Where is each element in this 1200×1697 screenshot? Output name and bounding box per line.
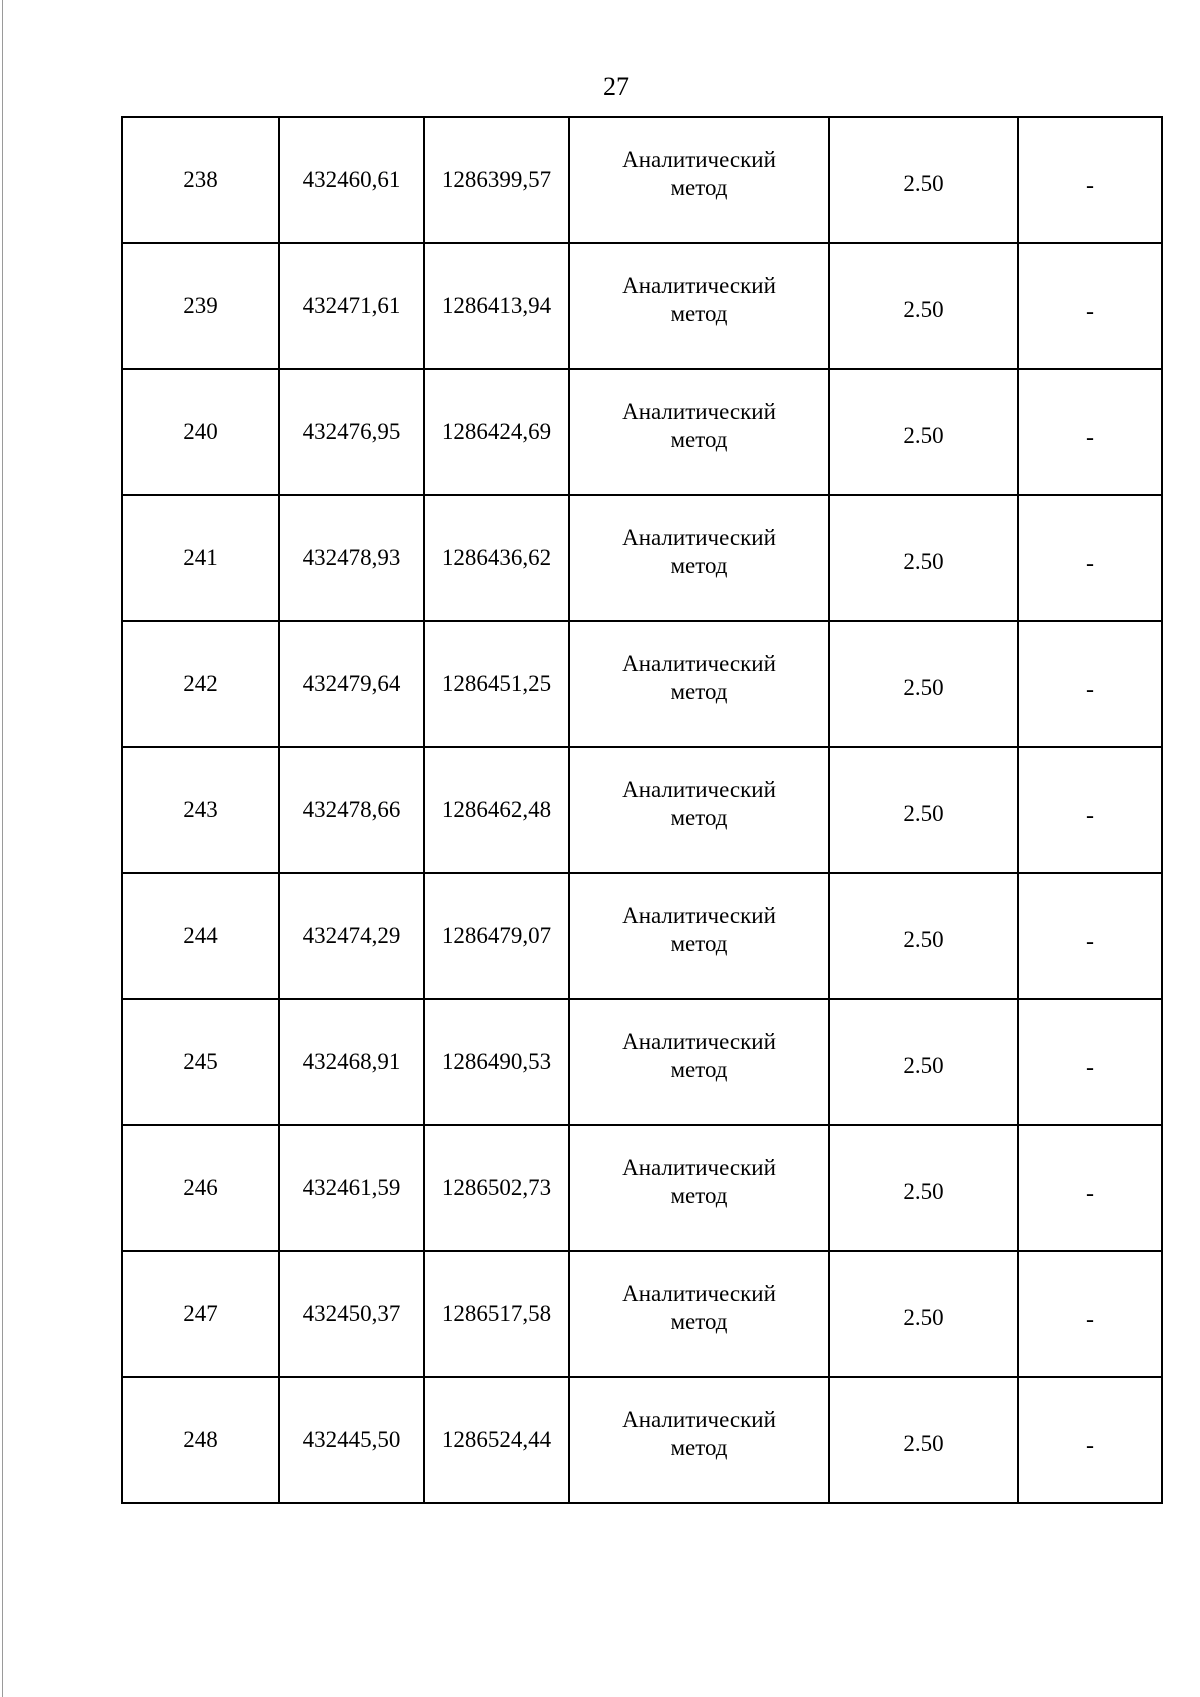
note-text: - [1086, 1054, 1094, 1081]
precision-cell [829, 873, 1018, 999]
method-text: Аналитический метод [622, 1029, 776, 1082]
method-cell [569, 369, 829, 495]
note-text: - [1086, 802, 1094, 829]
method-cell [569, 999, 829, 1125]
table-row [122, 873, 1162, 999]
coordinate-y-cell [424, 999, 569, 1125]
method-text: Аналитический метод [622, 651, 776, 704]
note-cell [1018, 1377, 1162, 1503]
precision-text: 2.50 [903, 1179, 944, 1204]
coordinate-x-cell [279, 999, 424, 1125]
precision-cell [829, 747, 1018, 873]
table-body [122, 117, 1162, 1503]
coordinate-x-text: 432460,61 [302, 167, 401, 192]
method-cell [569, 621, 829, 747]
coordinates-table [121, 116, 1163, 1504]
coordinate-y-text: 1286436,62 [441, 545, 552, 570]
note-text: - [1086, 1432, 1094, 1459]
point-number-text: 244 [183, 923, 218, 948]
method-cell [569, 117, 829, 243]
coordinate-y-cell [424, 621, 569, 747]
note-cell [1018, 999, 1162, 1125]
method-text: Аналитический метод [622, 273, 776, 326]
coordinate-y-cell [424, 873, 569, 999]
coordinate-x-text: 432468,91 [302, 1049, 401, 1074]
coordinate-y-text: 1286399,57 [441, 167, 552, 192]
coordinate-x-cell [279, 369, 424, 495]
table-row [122, 1125, 1162, 1251]
point-number-cell [122, 117, 279, 243]
note-text: - [1086, 1306, 1094, 1333]
method-cell [569, 1377, 829, 1503]
point-number-text: 247 [183, 1301, 218, 1326]
precision-text: 2.50 [903, 1305, 944, 1330]
page-number: 27 [603, 72, 629, 101]
precision-text: 2.50 [903, 927, 944, 952]
coordinate-y-text: 1286490,53 [441, 1049, 552, 1074]
point-number-cell [122, 999, 279, 1125]
coordinate-x-text: 432476,95 [302, 419, 401, 444]
coordinate-x-cell [279, 747, 424, 873]
scan-edge-line [2, 0, 3, 1697]
coordinate-x-cell [279, 1251, 424, 1377]
coordinate-x-cell [279, 1377, 424, 1503]
coordinate-x-text: 432471,61 [302, 293, 401, 318]
precision-cell [829, 1125, 1018, 1251]
coordinate-y-text: 1286451,25 [441, 671, 552, 696]
method-text: Аналитический метод [622, 1407, 776, 1460]
coordinate-y-cell [424, 747, 569, 873]
coordinate-x-text: 432479,64 [302, 671, 401, 696]
method-text: Аналитический метод [622, 777, 776, 830]
point-number-text: 246 [183, 1175, 218, 1200]
coordinate-x-text: 432445,50 [302, 1427, 401, 1452]
note-cell [1018, 1125, 1162, 1251]
table-row [122, 369, 1162, 495]
coordinate-y-text: 1286462,48 [441, 797, 552, 822]
precision-text: 2.50 [903, 675, 944, 700]
note-cell [1018, 621, 1162, 747]
table-row [122, 621, 1162, 747]
point-number-text: 240 [183, 419, 218, 444]
coordinate-x-cell [279, 117, 424, 243]
coordinate-y-text: 1286502,73 [441, 1175, 552, 1200]
coordinate-y-cell [424, 117, 569, 243]
method-text: Аналитический метод [622, 1155, 776, 1208]
method-cell [569, 1251, 829, 1377]
table-row [122, 747, 1162, 873]
point-number-cell [122, 1125, 279, 1251]
point-number-text: 239 [183, 293, 218, 318]
coordinate-x-cell [279, 243, 424, 369]
note-cell [1018, 495, 1162, 621]
coordinate-x-text: 432478,93 [302, 545, 401, 570]
table-row [122, 117, 1162, 243]
point-number-cell [122, 1377, 279, 1503]
coordinate-x-cell [279, 873, 424, 999]
method-text: Аналитический метод [622, 147, 776, 200]
precision-cell [829, 621, 1018, 747]
note-text: - [1086, 676, 1094, 703]
table-row [122, 243, 1162, 369]
point-number-text: 248 [183, 1427, 218, 1452]
note-cell [1018, 873, 1162, 999]
coordinate-y-cell [424, 369, 569, 495]
note-text: - [1086, 550, 1094, 577]
point-number-cell [122, 747, 279, 873]
method-text: Аналитический метод [622, 525, 776, 578]
coordinate-y-text: 1286524,44 [441, 1427, 552, 1452]
precision-text: 2.50 [903, 423, 944, 448]
note-cell [1018, 369, 1162, 495]
precision-text: 2.50 [903, 1431, 944, 1456]
coordinate-x-text: 432461,59 [302, 1175, 401, 1200]
precision-text: 2.50 [903, 549, 944, 574]
coordinate-x-text: 432478,66 [302, 797, 401, 822]
coordinate-y-cell [424, 1125, 569, 1251]
coordinate-y-text: 1286517,58 [441, 1301, 552, 1326]
method-text: Аналитический метод [622, 399, 776, 452]
precision-cell [829, 495, 1018, 621]
note-cell [1018, 117, 1162, 243]
table-row [122, 1377, 1162, 1503]
table-row [122, 1251, 1162, 1377]
method-text: Аналитический метод [622, 903, 776, 956]
precision-text: 2.50 [903, 1053, 944, 1078]
table-row [122, 999, 1162, 1125]
coordinate-y-text: 1286413,94 [441, 293, 552, 318]
precision-cell [829, 369, 1018, 495]
note-text: - [1086, 1180, 1094, 1207]
method-cell [569, 1125, 829, 1251]
coordinate-x-cell [279, 1125, 424, 1251]
method-cell [569, 495, 829, 621]
coordinate-x-text: 432450,37 [302, 1301, 401, 1326]
coordinate-x-cell [279, 495, 424, 621]
point-number-text: 238 [183, 167, 218, 192]
precision-text: 2.50 [903, 171, 944, 196]
point-number-text: 245 [183, 1049, 218, 1074]
coordinate-y-text: 1286479,07 [441, 923, 552, 948]
note-cell [1018, 243, 1162, 369]
point-number-cell [122, 369, 279, 495]
precision-cell [829, 117, 1018, 243]
precision-text: 2.50 [903, 297, 944, 322]
coordinate-y-cell [424, 243, 569, 369]
note-text: - [1086, 928, 1094, 955]
coordinate-y-cell [424, 495, 569, 621]
coordinate-y-cell [424, 1377, 569, 1503]
point-number-cell [122, 873, 279, 999]
coordinate-y-cell [424, 1251, 569, 1377]
coordinate-y-text: 1286424,69 [441, 419, 552, 444]
method-cell [569, 243, 829, 369]
note-text: - [1086, 424, 1094, 451]
point-number-cell [122, 1251, 279, 1377]
table-row [122, 495, 1162, 621]
precision-text: 2.50 [903, 801, 944, 826]
precision-cell [829, 1377, 1018, 1503]
coordinate-x-text: 432474,29 [302, 923, 401, 948]
point-number-cell [122, 243, 279, 369]
point-number-cell [122, 495, 279, 621]
method-text: Аналитический метод [622, 1281, 776, 1334]
note-text: - [1086, 298, 1094, 325]
point-number-text: 243 [183, 797, 218, 822]
method-cell [569, 747, 829, 873]
point-number-text: 241 [183, 545, 218, 570]
precision-cell [829, 243, 1018, 369]
coordinate-x-cell [279, 621, 424, 747]
point-number-text: 242 [183, 671, 218, 696]
note-cell [1018, 1251, 1162, 1377]
note-text: - [1086, 172, 1094, 199]
point-number-cell [122, 621, 279, 747]
method-cell [569, 873, 829, 999]
note-cell [1018, 747, 1162, 873]
precision-cell [829, 1251, 1018, 1377]
precision-cell [829, 999, 1018, 1125]
